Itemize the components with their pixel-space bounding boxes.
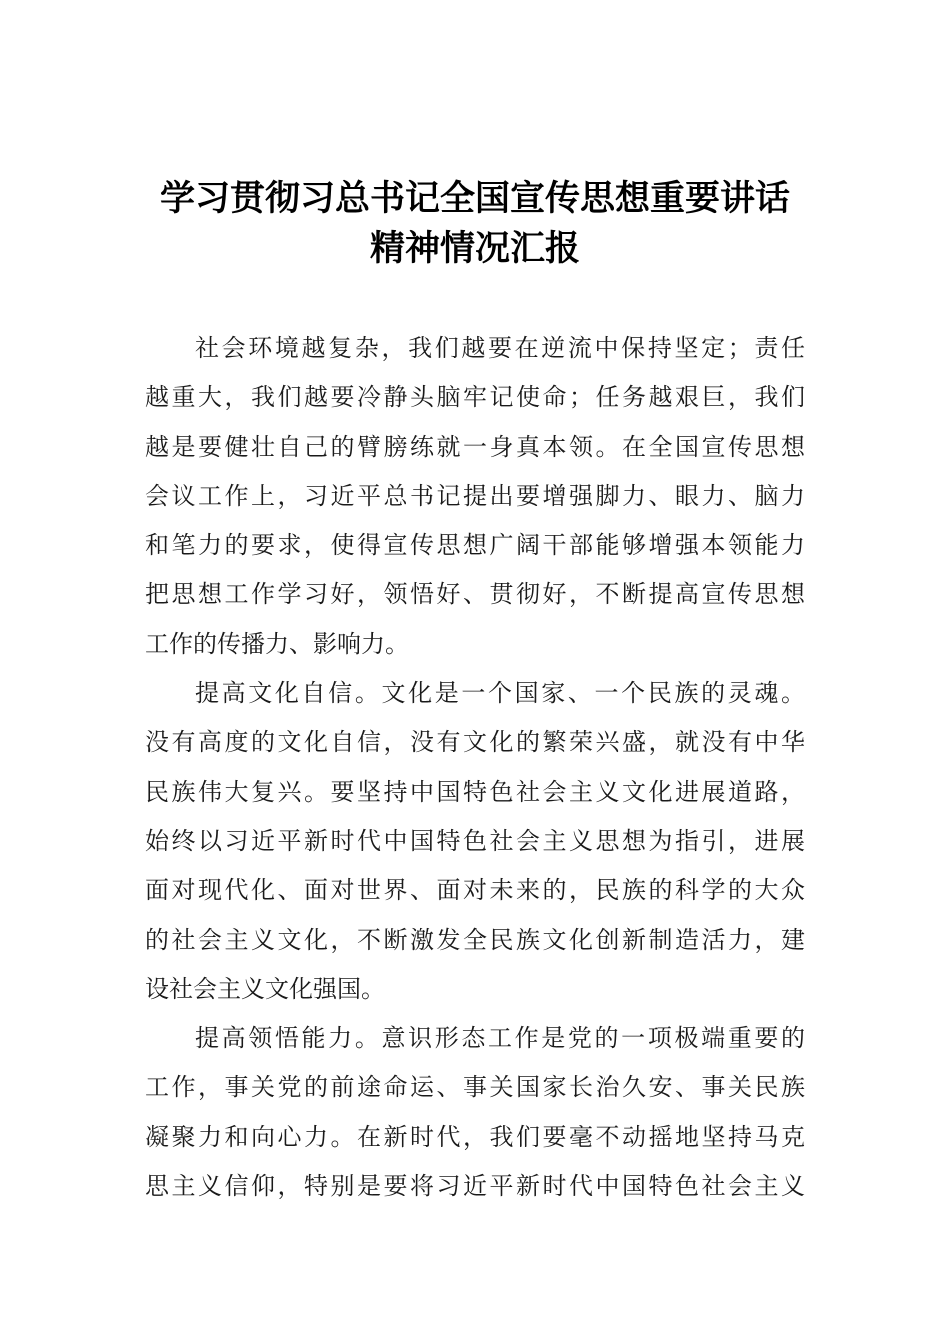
paragraph-line: 越是要健壮自己的臂膀练就一身真本领。在全国宣传思想 <box>145 432 805 461</box>
paragraph-line: 面对现代化、面对世界、面对未来的，民族的科学的大众 <box>145 876 805 905</box>
document-title-line-1: 学习贯彻习总书记全国宣传思想重要讲话 <box>159 178 790 219</box>
paragraph-line: 提高领悟能力。意识形态工作是党的一项极端重要的 <box>195 1024 805 1053</box>
paragraph-line: 提高文化自信。文化是一个国家、一个民族的灵魂。 <box>195 679 805 708</box>
document-title-line-2: 精神情况汇报 <box>369 228 580 269</box>
paragraph-line: 凝聚力和向心力。在新时代，我们要毫不动摇地坚持马克 <box>145 1122 805 1151</box>
document-body <box>145 324 805 1211</box>
paragraph-line: 社会环境越复杂，我们越要在逆流中保持坚定；责任 <box>195 334 805 362</box>
paragraph-line: 工作的传播力、影响力。 <box>145 629 409 658</box>
paragraph-line: 没有高度的文化自信，没有文化的繁荣兴盛，就没有中华 <box>145 728 805 757</box>
paragraph-line: 始终以习近平新时代中国特色社会主义思想为指引，进展 <box>145 826 805 855</box>
paragraph-1 <box>145 324 805 669</box>
paragraph-3 <box>145 1014 805 1211</box>
paragraph-2 <box>145 669 805 1014</box>
paragraph-line: 的社会主义文化，不断激发全民族文化创新制造活力，建 <box>145 925 805 954</box>
paragraph-line: 工作，事关党的前途命运、事关国家长治久安、事关民族 <box>145 1073 805 1102</box>
paragraph-line: 把思想工作学习好，领悟好、贯彻好，不断提高宣传思想 <box>145 580 805 609</box>
paragraph-line: 会议工作上，习近平总书记提出要增强脚力、眼力、脑力 <box>145 481 805 510</box>
paragraph-line: 设社会主义文化强国。 <box>145 974 385 1003</box>
paragraph-line: 民族伟大复兴。要坚持中国特色社会主义文化进展道路， <box>145 777 805 806</box>
paragraph-line: 和笔力的要求，使得宣传思想广阔干部能够增强本领能力 <box>145 531 805 560</box>
paragraph-line: 越重大，我们越要冷静头脑牢记使命；任务越艰巨，我们 <box>145 383 805 412</box>
paragraph-line: 思主义信仰，特别是要将习近平新时代中国特色社会主义 <box>145 1172 805 1201</box>
